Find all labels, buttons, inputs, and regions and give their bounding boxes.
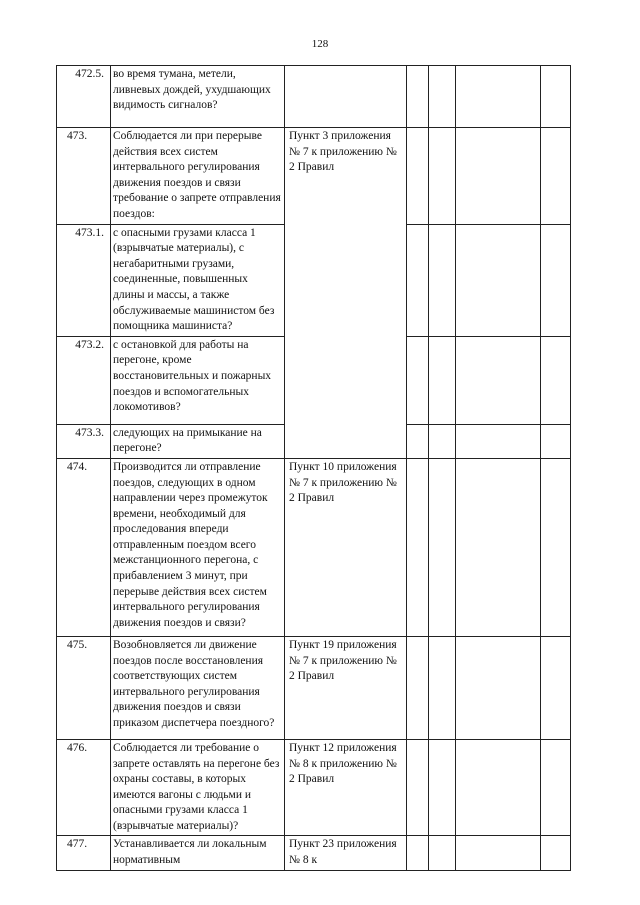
item-reference: Пункт 23 приложения № 8 к	[285, 836, 407, 870]
item-number: 476.	[57, 739, 111, 836]
item-number: 473.	[57, 128, 111, 225]
answer-no-cell	[429, 636, 456, 739]
item-reference: Пункт 10 приложения № 7 к приложению № 2 Правил	[285, 458, 407, 636]
table-row	[57, 739, 571, 836]
answer-no-cell	[429, 224, 456, 336]
not-required-cell	[456, 336, 541, 424]
answer-no-cell	[429, 836, 456, 870]
item-number: 473.2.	[57, 336, 111, 424]
not-required-cell	[456, 424, 541, 458]
item-question: во время тумана, метели, ливневых дождей, ухудшающих видимость сигналов?	[111, 66, 285, 128]
page-number: 128	[311, 38, 329, 50]
answer-yes-cell	[407, 224, 429, 336]
checklist-table	[56, 65, 571, 871]
answer-no-cell	[429, 66, 456, 128]
item-question: Производится ли отправление поездов, следующих в одном направлении через промежуток времени, необходимый для проследования впереди отправленным поездом всего межстанционного перегона, с прибавлением 3 минут, при перерыве действия всех систем интервального регулирования движения поездов и связи?	[111, 458, 285, 636]
table-row	[57, 128, 571, 225]
answer-no-cell	[429, 128, 456, 225]
answer-yes-cell	[407, 424, 429, 458]
answer-yes-cell	[407, 336, 429, 424]
notes-cell	[541, 128, 571, 225]
item-number: 473.3.	[57, 424, 111, 458]
notes-cell	[541, 458, 571, 636]
answer-no-cell	[429, 336, 456, 424]
not-required-cell	[456, 128, 541, 225]
not-required-cell	[456, 636, 541, 739]
notes-cell	[541, 224, 571, 336]
item-question: с опасными грузами класса 1 (взрывчатые материалы), с негабаритными грузами, соединенные, повышенных длины и массы, а также обслуживаемые машинистом без помощника машиниста?	[111, 224, 285, 336]
item-reference	[285, 66, 407, 128]
item-question: с остановкой для работы на перегоне, кроме восстановительных и пожарных поездов и вспомогательных локомотивов?	[111, 336, 285, 424]
not-required-cell	[456, 66, 541, 128]
answer-yes-cell	[407, 636, 429, 739]
item-number: 477.	[57, 836, 111, 870]
table-row	[57, 636, 571, 739]
notes-cell	[541, 739, 571, 836]
item-question: Возобновляется ли движение поездов после восстановления соответствующих систем интервального регулирования движения поездов и связи приказом диспетчера поездного?	[111, 636, 285, 739]
table-row	[57, 66, 571, 128]
not-required-cell	[456, 224, 541, 336]
notes-cell	[541, 836, 571, 870]
item-reference: Пункт 12 приложения № 8 к приложению № 2 Правил	[285, 739, 407, 836]
table-row	[57, 836, 571, 870]
answer-yes-cell	[407, 128, 429, 225]
answer-yes-cell	[407, 458, 429, 636]
answer-yes-cell	[407, 66, 429, 128]
answer-no-cell	[429, 739, 456, 836]
answer-no-cell	[429, 424, 456, 458]
not-required-cell	[456, 739, 541, 836]
answer-yes-cell	[407, 739, 429, 836]
item-number: 474.	[57, 458, 111, 636]
item-question: Соблюдается ли требование о запрете оставлять на перегоне без охраны составы, в которых имеются вагоны с людьми и опасными грузами класса 1 (взрывчатые материалы)?	[111, 739, 285, 836]
not-required-cell	[456, 836, 541, 870]
item-number: 472.5.	[57, 66, 111, 128]
answer-yes-cell	[407, 836, 429, 870]
item-reference: Пункт 19 приложения № 7 к приложению № 2 Правил	[285, 636, 407, 739]
item-question: Устанавливается ли локальным нормативным	[111, 836, 285, 870]
table-row	[57, 458, 571, 636]
item-question: Соблюдается ли при перерыве действия всех систем интервального регулирования движения поездов и связи требование о запрете отправления поездов:	[111, 128, 285, 225]
item-number: 473.1.	[57, 224, 111, 336]
item-question: следующих на примыкание на перегоне?	[111, 424, 285, 458]
item-number: 475.	[57, 636, 111, 739]
not-required-cell	[456, 458, 541, 636]
notes-cell	[541, 424, 571, 458]
notes-cell	[541, 336, 571, 424]
answer-no-cell	[429, 458, 456, 636]
notes-cell	[541, 636, 571, 739]
item-reference: Пункт 3 приложения № 7 к приложению № 2 Правил	[285, 128, 407, 459]
notes-cell	[541, 66, 571, 128]
